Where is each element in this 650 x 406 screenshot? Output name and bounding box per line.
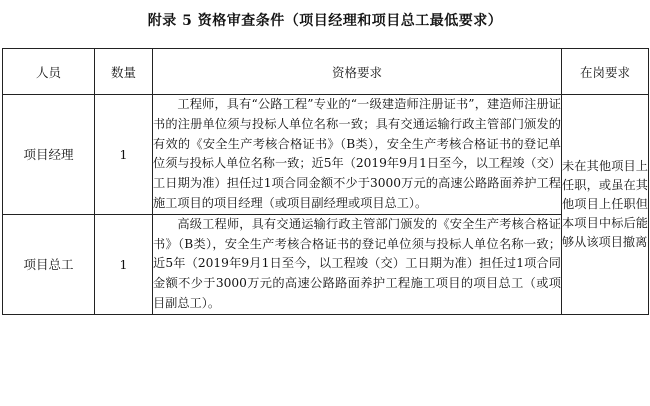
table-row bbox=[3, 95, 649, 215]
cell-onduty: 未在其他项目上任职，或虽在其他项目上任职但本项目中标后能够从该项目撤离 bbox=[562, 95, 649, 315]
requirements-table bbox=[2, 48, 649, 315]
cell-requirement: 工程师，具有“公路工程”专业的“一级建造师注册证书”，建造师注册证书的注册单位须与投标人单位名称一致；具有交通运输行政主管部门颁发的有效的《安全生产考核合格证书》（B类），安全生产考核合格证书的登记单位须与投标人单位名称一致；近5年（2019年9月1日至今，以工程竣（交）工日期为准）担任过1项合同金额不少于3000万元的高速公路路面养护工程施工项目的项目经理（或项目副经理或项目总工）。 bbox=[153, 95, 562, 215]
table-row bbox=[3, 214, 649, 314]
header-onduty: 在岗要求 bbox=[562, 49, 649, 95]
cell-count: 1 bbox=[95, 214, 153, 314]
header-requirement: 资格要求 bbox=[153, 49, 562, 95]
table-header-row bbox=[3, 49, 649, 95]
header-count: 数量 bbox=[95, 49, 153, 95]
cell-person: 项目总工 bbox=[3, 214, 95, 314]
cell-requirement: 高级工程师，具有交通运输行政主管部门颁发的《安全生产考核合格证书》（B类），安全生产考核合格证书的登记单位须与投标人单位名称一致；近5年（2019年9月1日至今，以工程竣（交）工日期为准）担任过1项合同金额不少于3000万元的高速公路路面养护工程施工项目的项目总工（或项目副总工）。 bbox=[153, 214, 562, 314]
header-person: 人员 bbox=[3, 49, 95, 95]
cell-count: 1 bbox=[95, 95, 153, 215]
cell-person: 项目经理 bbox=[3, 95, 95, 215]
page-title: 附录 5 资格审查条件（项目经理和项目总工最低要求） bbox=[147, 13, 503, 29]
